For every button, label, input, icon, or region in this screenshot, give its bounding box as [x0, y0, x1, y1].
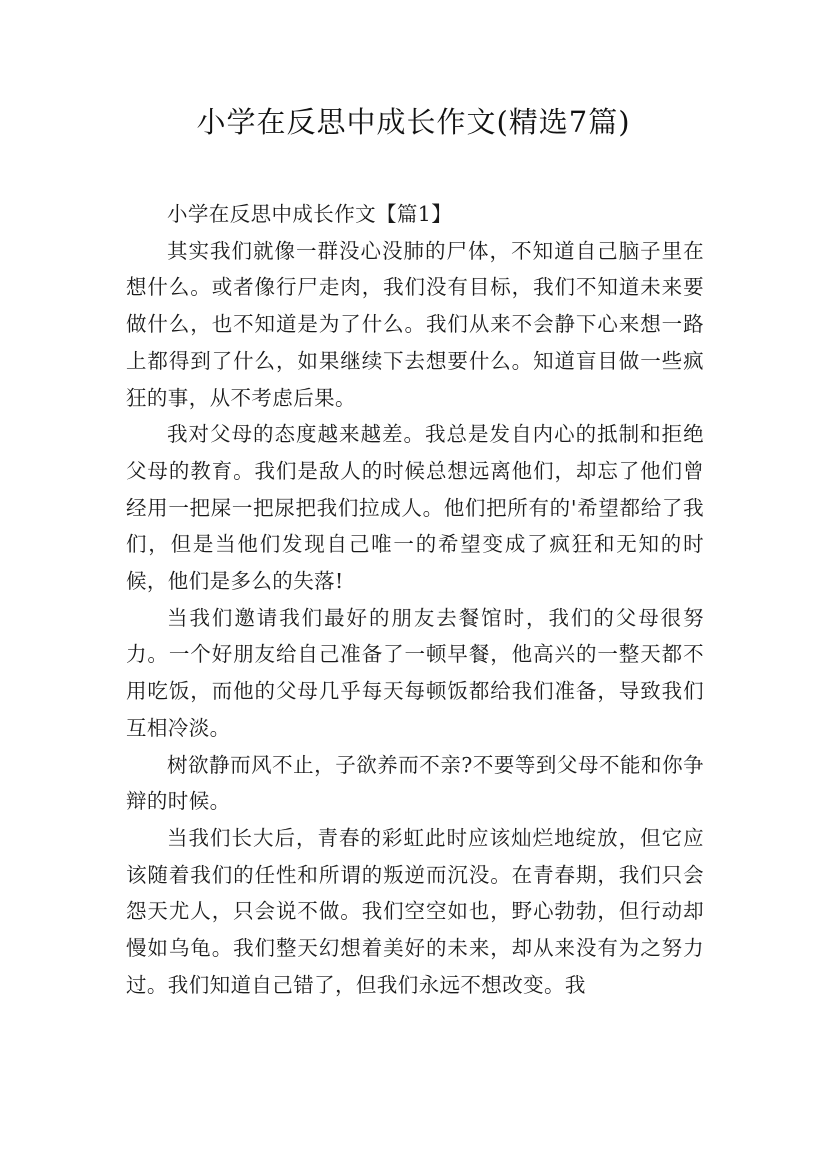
section-heading: 小学在反思中成长作文【篇1】 — [167, 202, 453, 226]
document-title: 小学在反思中成长作文(精选7篇) — [196, 105, 631, 139]
paragraph: 树欲静而风不止，子欲养而不亲?不要等到父母不能和你争辩的时候。 — [126, 752, 704, 814]
paragraph: 当我们邀请我们最好的朋友去餐馆时，我们的父母很努力。一个好朋友给自己准备了一顿早餐，他高兴的一整天都不用吃饭，而他的父母几乎每天每顿饭都给我们准备，导致我们互相冷淡。 — [126, 605, 704, 740]
document-body — [126, 196, 704, 1003]
paragraph: 我对父母的态度越来越差。我总是发自内心的抵制和拒绝父母的教育。我们是敌人的时候总想远离他们，却忘了他们曾经用一把屎一把尿把我们拉成人。他们把所有的'希望都给了我们，但是当他们发现自己唯一的希望变成了疯狂和无知的时候，他们是多么的失落! — [126, 422, 704, 594]
paragraph: 当我们长大后，青春的彩虹此时应该灿烂地绽放，但它应该随着我们的任性和所谓的叛逆而沉没。在青春期，我们只会怨天尤人，只会说不做。我们空空如也，野心勃勃，但行动却慢如乌龟。我们整天幻想着美好的未来，却从来没有为之努力过。我们知道自己错了，但我们永远不想改变。我 — [126, 825, 704, 997]
paragraph: 其实我们就像一群没心没肺的尸体，不知道自己脑子里在想什么。或者像行尸走肉，我们没有目标，我们不知道未来要做什么，也不知道是为了什么。我们从来不会静下心来想一路上都得到了什么，如果继续下去想要什么。知道盲目做一些疯狂的事，从不考虑后果。 — [126, 238, 704, 410]
